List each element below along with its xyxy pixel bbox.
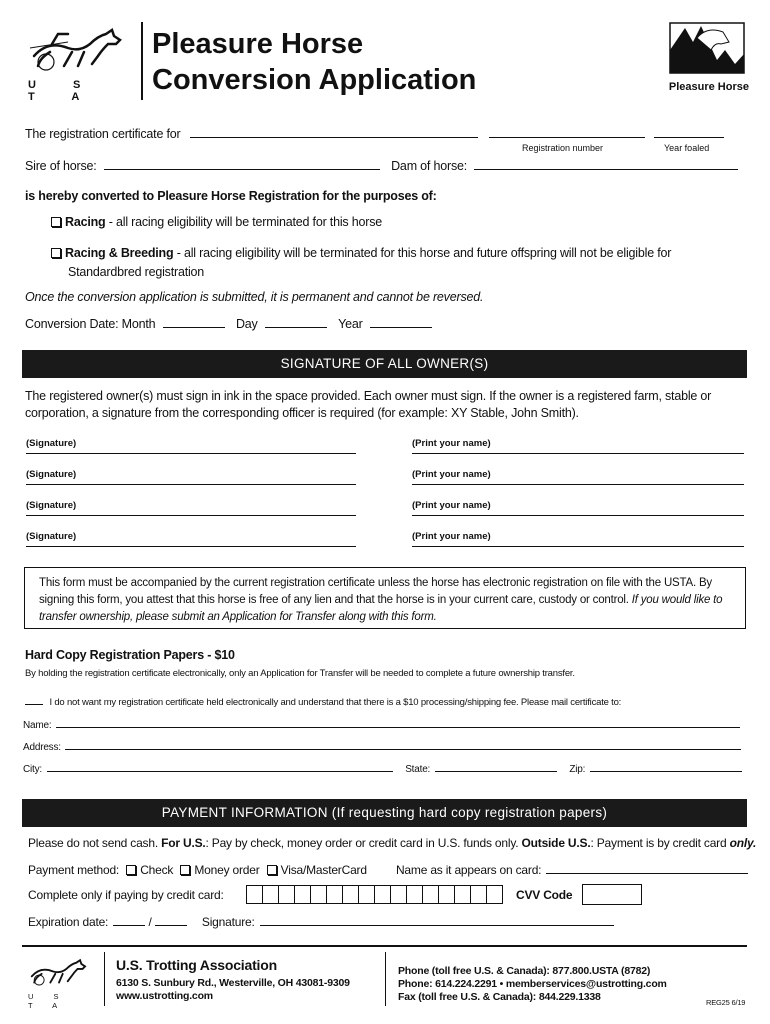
usta-logo — [28, 26, 128, 103]
mail-state-field[interactable] — [435, 762, 557, 772]
year-label: Year — [338, 317, 363, 331]
notice-line2-plain: signing this form, you attest that this horse is free of any lien and that the horse is in your current care, custody or control. — [39, 594, 632, 606]
mail-name-row — [23, 718, 740, 731]
card-digit-box[interactable] — [262, 885, 279, 904]
footer-phone-2: Phone: 614.224.2291 • memberservices@ustrotting.com — [398, 978, 667, 990]
mail-address-label: Address: — [23, 742, 61, 753]
payment-note-us: For U.S. — [161, 836, 206, 850]
cc-label: Complete only if paying by credit card: — [28, 888, 224, 902]
day-field[interactable] — [265, 316, 327, 328]
print-name-label: (Print your name) — [412, 438, 491, 449]
hard-copy-heading: Hard Copy Registration Papers - $10 — [25, 648, 235, 662]
card-digit-box[interactable] — [310, 885, 327, 904]
page-title — [152, 26, 476, 98]
converted-statement: is hereby converted to Pleasure Horse Registration for the purposes of: — [25, 189, 437, 203]
pleasure-horse-logo — [667, 20, 749, 96]
payment-note — [28, 836, 756, 850]
card-digit-box[interactable] — [390, 885, 407, 904]
form-code: REG25 6/19 — [706, 998, 746, 1007]
permanent-note: Once the conversion application is submitted, it is permanent and cannot be reversed. — [25, 290, 484, 304]
mail-zip-field[interactable] — [590, 762, 742, 772]
exp-month-field[interactable] — [113, 914, 145, 926]
horse-name-field[interactable] — [190, 126, 478, 138]
signature-section-header: SIGNATURE OF ALL OWNER(S) — [22, 350, 747, 378]
name-on-card-label: Name as it appears on card: — [395, 863, 542, 877]
notice-line3: transfer ownership, please submit an Application for Transfer along with this form. — [39, 611, 437, 623]
card-number-boxes[interactable] — [246, 885, 502, 904]
dam-field[interactable] — [474, 158, 738, 170]
footer-phone-1: Phone (toll free U.S. & Canada): 877.800.USTA (8782) — [398, 965, 651, 977]
option-racing-breeding[interactable] — [51, 244, 671, 282]
option-breeding-cont: Standardbred registration — [68, 265, 205, 279]
opt-out-row — [25, 695, 621, 708]
card-digit-box[interactable] — [454, 885, 471, 904]
mail-address-row — [23, 740, 741, 753]
print-name-line[interactable] — [412, 453, 744, 454]
conversion-date-row — [25, 316, 432, 331]
hard-copy-desc: By holding the registration certificate electronically, only an Application for Transfer will be needed to complete a future ownership transfer. — [25, 668, 575, 679]
print-name-label: (Print your name) — [412, 500, 491, 511]
racing-breeding-checkbox[interactable] — [51, 248, 61, 258]
conv-date-label: Conversion Date: Month — [25, 317, 156, 331]
year-foaled-field[interactable] — [654, 126, 724, 138]
print-name-line[interactable] — [412, 546, 744, 547]
day-label: Day — [235, 317, 258, 331]
title-line-2: Conversion Application — [152, 64, 477, 96]
exp-separator: / — [148, 915, 152, 929]
signature-line[interactable] — [26, 484, 356, 485]
signature-label: (Signature) — [26, 531, 77, 542]
notice-box — [24, 567, 746, 629]
mail-state-label: State: — [405, 764, 431, 775]
card-digit-box[interactable] — [374, 885, 391, 904]
card-digit-box[interactable] — [278, 885, 295, 904]
year-caption: Year foaled — [664, 143, 710, 153]
payment-note-outside: Outside U.S. — [521, 836, 591, 850]
usta-logo-text: U S T A — [28, 79, 98, 103]
card-digit-box[interactable] — [358, 885, 375, 904]
year-field[interactable] — [370, 316, 432, 328]
mail-name-label: Name: — [23, 720, 52, 731]
mail-city-field[interactable] — [47, 762, 393, 772]
card-digit-box[interactable] — [246, 885, 263, 904]
signature-line[interactable] — [26, 453, 356, 454]
sire-field[interactable] — [104, 158, 380, 170]
print-name-label: (Print your name) — [412, 531, 491, 542]
signature-intro-line2: corporation, a signature from the corresponding officer is required (for example: XY Stable, John Smith). — [25, 406, 579, 420]
payment-note-a: Please do not send cash. — [28, 836, 162, 850]
registration-number-field[interactable] — [489, 126, 645, 138]
check-option-label: Check — [140, 863, 174, 877]
racing-checkbox[interactable] — [51, 217, 61, 227]
notice-line2-italic: If you would like to — [631, 594, 723, 606]
signature-label: (Signature) — [26, 438, 77, 449]
payment-note-c: : Pay by check, money order or credit card in U.S. funds only. — [205, 836, 522, 850]
mail-zip-label: Zip: — [569, 764, 586, 775]
option-breeding-desc: - all racing eligibility will be terminated for this horse and future offspring will not be eligible for — [173, 246, 672, 260]
notice-line2 — [39, 592, 731, 609]
exp-year-field[interactable] — [155, 914, 187, 926]
footer-rule — [22, 945, 747, 947]
opt-out-field[interactable] — [25, 695, 43, 705]
footer-usta-logo — [28, 957, 90, 1010]
payment-section-header: PAYMENT INFORMATION (If requesting hard copy registration papers) — [22, 799, 747, 827]
footer-website[interactable]: www.ustrotting.com — [116, 990, 213, 1002]
card-digit-box[interactable] — [486, 885, 503, 904]
card-digit-box[interactable] — [342, 885, 359, 904]
expiration-row — [28, 914, 614, 929]
footer-divider — [104, 952, 105, 1006]
footer-divider-2 — [385, 952, 386, 1006]
horse-head-icon — [667, 20, 747, 76]
option-breeding-title: Racing & Breeding — [65, 246, 174, 260]
notice-line1: This form must be accompanied by the current registration certificate unless the horse has electronic registration on file with the USTA. By — [39, 577, 712, 589]
print-name-line[interactable] — [412, 515, 744, 516]
mail-city-label: City: — [23, 764, 43, 775]
signature-intro — [25, 388, 711, 422]
regnum-caption: Registration number — [522, 143, 604, 153]
cert-label: The registration certificate for — [25, 127, 181, 141]
card-digit-box[interactable] — [294, 885, 311, 904]
sire-dam-row — [25, 158, 738, 173]
signature-line[interactable] — [26, 515, 356, 516]
check-checkbox[interactable] — [126, 865, 136, 875]
signature-intro-line1: The registered owner(s) must sign in ink in the space provided. Each owner must sign. If the owner is a registered farm, stable or — [25, 389, 712, 403]
name-on-card-field[interactable] — [546, 862, 748, 874]
title-line-1: Pleasure Horse — [152, 28, 364, 60]
payment-signature-field[interactable] — [260, 914, 614, 926]
payment-note-only: only. — [729, 836, 757, 850]
visa-mastercard-option-label: Visa/MasterCard — [280, 863, 367, 877]
payment-method-label: Payment method: — [28, 863, 120, 877]
print-name-label: (Print your name) — [412, 469, 491, 480]
money-order-checkbox[interactable] — [180, 865, 190, 875]
card-digit-box[interactable] — [406, 885, 423, 904]
footer-logo-text: U S T A — [28, 992, 68, 1010]
card-digit-box[interactable] — [422, 885, 439, 904]
cvv-field[interactable] — [582, 884, 642, 905]
signature-line[interactable] — [26, 546, 356, 547]
mail-address-field[interactable] — [65, 740, 741, 750]
footer-horse-icon — [28, 957, 90, 987]
money-order-option-label: Money order — [194, 863, 260, 877]
dam-label: Dam of horse: — [391, 159, 468, 173]
mail-city-row — [23, 762, 742, 775]
payment-note-e: : Payment is by credit card — [590, 836, 730, 850]
month-field[interactable] — [163, 316, 225, 328]
sire-label: Sire of horse: — [25, 159, 97, 173]
card-digit-box[interactable] — [470, 885, 487, 904]
signature-label: (Signature) — [26, 469, 77, 480]
cert-row — [25, 126, 724, 141]
footer-address: 6130 S. Sunbury Rd., Westerville, OH 43081-9309 — [116, 977, 350, 989]
mail-name-field[interactable] — [56, 718, 740, 728]
pleasure-horse-logo-label: Pleasure Horse — [668, 81, 749, 93]
opt-out-text: I do not want my registration certificate held electronically and understand that there is a $10 processing/shipping fee. Please mail certificate to: — [49, 697, 622, 708]
footer-org-name: U.S. Trotting Association — [116, 957, 277, 973]
payment-method-row — [28, 862, 748, 877]
print-name-line[interactable] — [412, 484, 744, 485]
card-digit-box[interactable] — [438, 885, 455, 904]
card-digit-box[interactable] — [326, 885, 343, 904]
footer-fax: Fax (toll free U.S. & Canada): 844.229.1338 — [398, 991, 601, 1003]
harness-horse-icon — [28, 26, 128, 72]
expiration-label: Expiration date: — [28, 915, 109, 929]
cvv-label: CVV Code — [516, 888, 573, 902]
option-racing-title: Racing — [65, 215, 106, 229]
signature-label: (Signature) — [26, 500, 77, 511]
option-racing-desc: - all racing eligibility will be terminated for this horse — [105, 215, 382, 229]
header-divider — [141, 22, 143, 100]
option-racing[interactable] — [51, 215, 382, 229]
payment-signature-label: Signature: — [201, 915, 255, 929]
visa-mastercard-checkbox[interactable] — [267, 865, 277, 875]
